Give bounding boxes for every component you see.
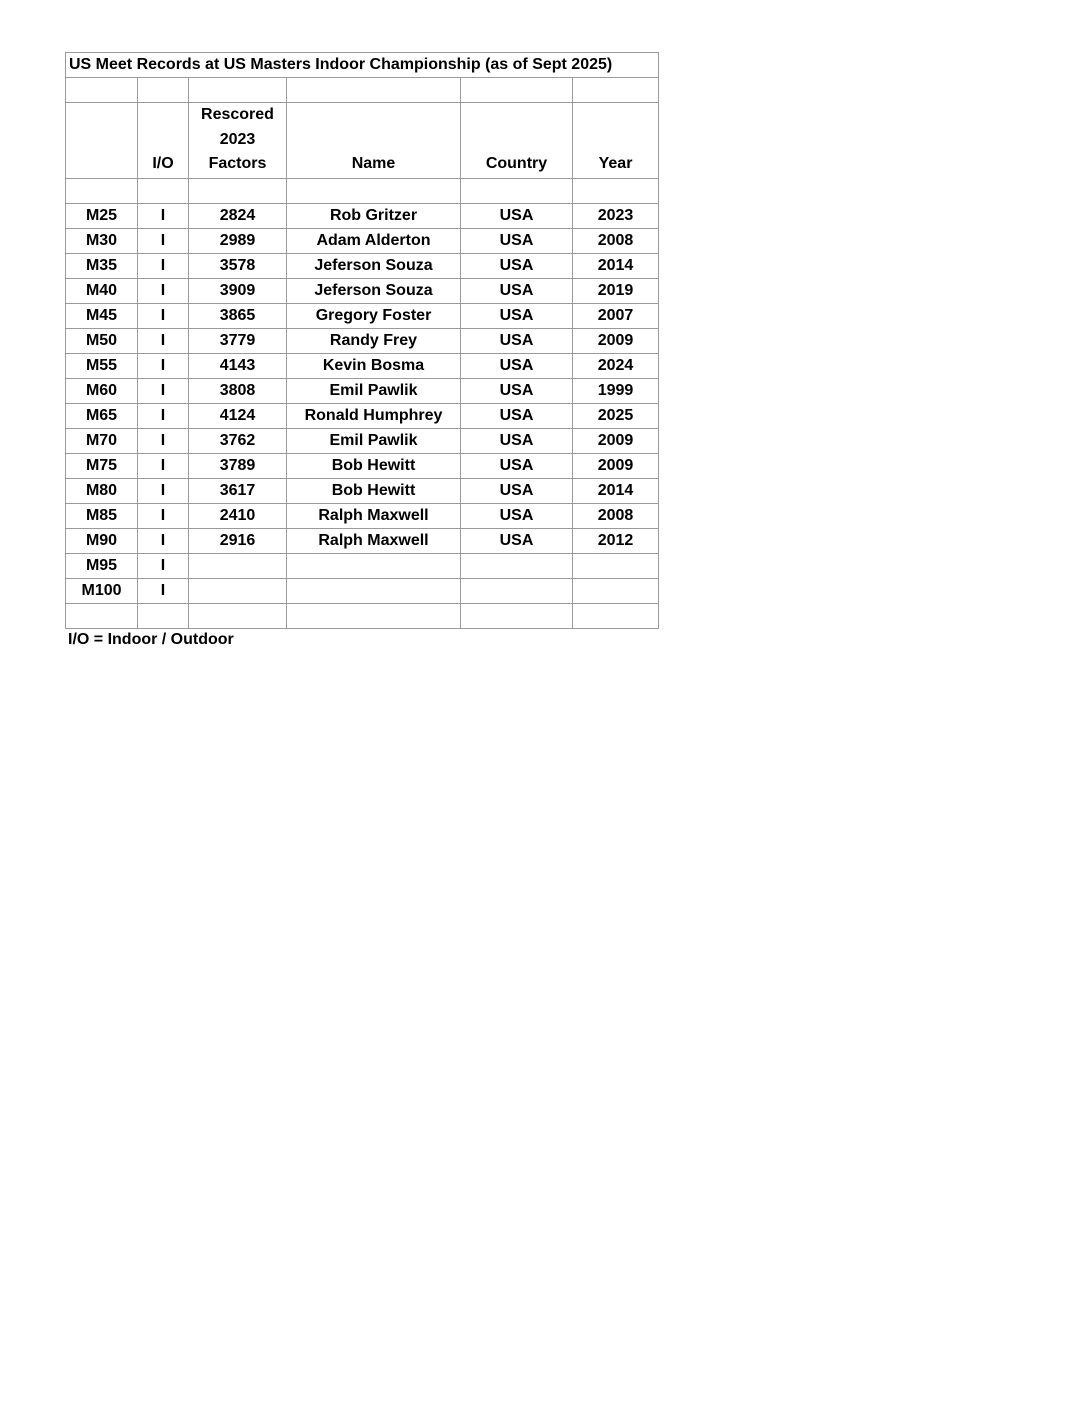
- header-factors-line-1: Rescored: [201, 106, 274, 123]
- empty-row: [66, 78, 659, 103]
- year-cell: 2008: [573, 228, 659, 253]
- io-cell: I: [138, 578, 189, 603]
- empty-cell: [138, 603, 189, 628]
- table-body: [66, 53, 659, 629]
- header-factors: [189, 103, 287, 179]
- athlete-name-cell: Jeferson Souza: [287, 278, 461, 303]
- table-row: [66, 278, 659, 303]
- score-cell: 4143: [189, 353, 287, 378]
- io-cell: I: [138, 253, 189, 278]
- empty-cell: [287, 178, 461, 203]
- athlete-name-cell: Ronald Humphrey: [287, 403, 461, 428]
- empty-cell: [66, 603, 138, 628]
- io-cell: I: [138, 478, 189, 503]
- athlete-name-cell: Ralph Maxwell: [287, 503, 461, 528]
- empty-cell: [189, 78, 287, 103]
- table-row: [66, 203, 659, 228]
- score-cell: 3789: [189, 453, 287, 478]
- country-cell: USA: [461, 503, 573, 528]
- score-cell: 2410: [189, 503, 287, 528]
- division-cell: M85: [66, 503, 138, 528]
- athlete-name-cell: Bob Hewitt: [287, 453, 461, 478]
- division-cell: M35: [66, 253, 138, 278]
- year-cell: 2014: [573, 253, 659, 278]
- division-cell: M75: [66, 453, 138, 478]
- year-cell: 2019: [573, 278, 659, 303]
- title-row: [66, 53, 659, 78]
- empty-row: [66, 178, 659, 203]
- division-cell: M45: [66, 303, 138, 328]
- table-row: [66, 403, 659, 428]
- table-row: [66, 503, 659, 528]
- division-cell: M95: [66, 553, 138, 578]
- table-row: [66, 578, 659, 603]
- score-cell: 3762: [189, 428, 287, 453]
- athlete-name-cell: Adam Alderton: [287, 228, 461, 253]
- country-cell: USA: [461, 453, 573, 478]
- empty-cell: [573, 603, 659, 628]
- empty-cell: [66, 78, 138, 103]
- country-cell: USA: [461, 253, 573, 278]
- score-cell: 2916: [189, 528, 287, 553]
- score-cell: 3808: [189, 378, 287, 403]
- year-cell: 2023: [573, 203, 659, 228]
- score-cell: 3578: [189, 253, 287, 278]
- header-io: I/O: [138, 103, 189, 179]
- io-cell: I: [138, 228, 189, 253]
- year-cell: 2009: [573, 453, 659, 478]
- athlete-name-cell: Bob Hewitt: [287, 478, 461, 503]
- table-row: [66, 253, 659, 278]
- score-cell: 3779: [189, 328, 287, 353]
- empty-cell: [287, 603, 461, 628]
- athlete-name-cell: Randy Frey: [287, 328, 461, 353]
- io-cell: I: [138, 503, 189, 528]
- athlete-name-cell: Ralph Maxwell: [287, 528, 461, 553]
- country-cell: [461, 578, 573, 603]
- country-cell: [461, 553, 573, 578]
- year-cell: 2012: [573, 528, 659, 553]
- header-name: Name: [287, 103, 461, 179]
- division-cell: M40: [66, 278, 138, 303]
- empty-cell: [573, 178, 659, 203]
- country-cell: USA: [461, 378, 573, 403]
- athlete-name-cell: [287, 553, 461, 578]
- io-cell: I: [138, 328, 189, 353]
- io-cell: I: [138, 378, 189, 403]
- records-table: [65, 52, 659, 629]
- io-cell: I: [138, 203, 189, 228]
- table-row: [66, 428, 659, 453]
- athlete-name-cell: Kevin Bosma: [287, 353, 461, 378]
- division-cell: M60: [66, 378, 138, 403]
- table-row: [66, 453, 659, 478]
- header-division: [66, 103, 138, 179]
- score-cell: 3865: [189, 303, 287, 328]
- empty-row: [66, 603, 659, 628]
- division-cell: M100: [66, 578, 138, 603]
- table-row: [66, 528, 659, 553]
- score-cell: 3909: [189, 278, 287, 303]
- empty-cell: [287, 78, 461, 103]
- division-cell: M55: [66, 353, 138, 378]
- table-title: US Meet Records at US Masters Indoor Championship (as of Sept 2025): [66, 53, 659, 78]
- country-cell: USA: [461, 428, 573, 453]
- empty-cell: [189, 178, 287, 203]
- division-cell: M65: [66, 403, 138, 428]
- table-row: [66, 353, 659, 378]
- empty-cell: [461, 78, 573, 103]
- header-year: Year: [573, 103, 659, 179]
- empty-cell: [461, 603, 573, 628]
- table-row: [66, 378, 659, 403]
- score-cell: [189, 578, 287, 603]
- header-factors-line-2: 2023: [219, 130, 256, 148]
- athlete-name-cell: Emil Pawlik: [287, 378, 461, 403]
- io-cell: I: [138, 528, 189, 553]
- year-cell: 2025: [573, 403, 659, 428]
- division-cell: M30: [66, 228, 138, 253]
- io-cell: I: [138, 278, 189, 303]
- io-cell: I: [138, 428, 189, 453]
- empty-cell: [138, 178, 189, 203]
- score-cell: 4124: [189, 403, 287, 428]
- empty-cell: [138, 78, 189, 103]
- division-cell: M70: [66, 428, 138, 453]
- athlete-name-cell: Emil Pawlik: [287, 428, 461, 453]
- country-cell: USA: [461, 478, 573, 503]
- year-cell: 2007: [573, 303, 659, 328]
- table-row: [66, 228, 659, 253]
- header-factors-line-3: Factors: [208, 155, 267, 172]
- io-cell: I: [138, 553, 189, 578]
- year-cell: [573, 578, 659, 603]
- table-row: [66, 328, 659, 353]
- io-cell: I: [138, 303, 189, 328]
- footnote: I/O = Indoor / Outdoor: [68, 631, 234, 648]
- io-cell: I: [138, 453, 189, 478]
- athlete-name-cell: Jeferson Souza: [287, 253, 461, 278]
- empty-cell: [573, 78, 659, 103]
- io-cell: I: [138, 403, 189, 428]
- year-cell: 2009: [573, 428, 659, 453]
- country-cell: USA: [461, 353, 573, 378]
- header-row: [66, 103, 659, 179]
- year-cell: 2009: [573, 328, 659, 353]
- country-cell: USA: [461, 228, 573, 253]
- empty-cell: [66, 178, 138, 203]
- athlete-name-cell: [287, 578, 461, 603]
- country-cell: USA: [461, 203, 573, 228]
- score-cell: 3617: [189, 478, 287, 503]
- athlete-name-cell: Rob Gritzer: [287, 203, 461, 228]
- score-cell: 2989: [189, 228, 287, 253]
- division-cell: M50: [66, 328, 138, 353]
- score-cell: [189, 553, 287, 578]
- division-cell: M25: [66, 203, 138, 228]
- io-cell: I: [138, 353, 189, 378]
- table-row: [66, 478, 659, 503]
- year-cell: 2014: [573, 478, 659, 503]
- header-country: Country: [461, 103, 573, 179]
- country-cell: USA: [461, 303, 573, 328]
- year-cell: 2008: [573, 503, 659, 528]
- empty-cell: [189, 603, 287, 628]
- score-cell: 2824: [189, 203, 287, 228]
- country-cell: USA: [461, 528, 573, 553]
- year-cell: 2024: [573, 353, 659, 378]
- division-cell: M90: [66, 528, 138, 553]
- country-cell: USA: [461, 403, 573, 428]
- division-cell: M80: [66, 478, 138, 503]
- table-row: [66, 303, 659, 328]
- year-cell: 1999: [573, 378, 659, 403]
- country-cell: USA: [461, 278, 573, 303]
- year-cell: [573, 553, 659, 578]
- empty-cell: [461, 178, 573, 203]
- athlete-name-cell: Gregory Foster: [287, 303, 461, 328]
- table-row: [66, 553, 659, 578]
- country-cell: USA: [461, 328, 573, 353]
